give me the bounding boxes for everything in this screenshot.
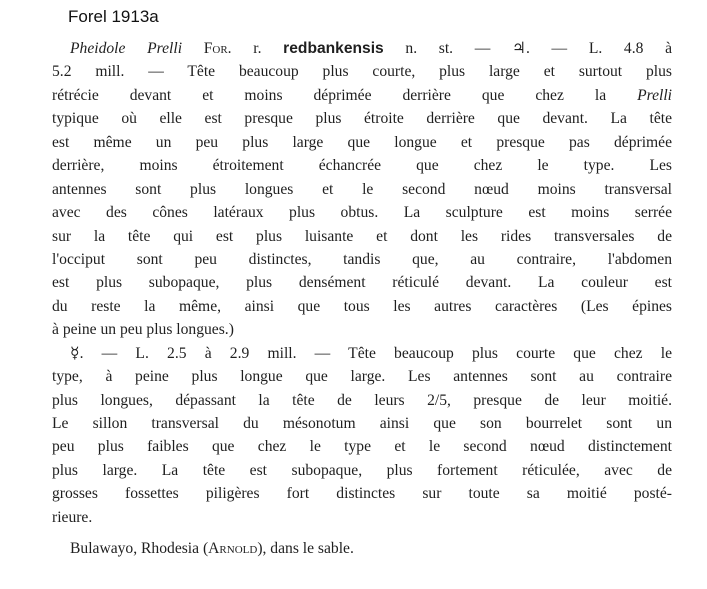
text-span: sur la tête qui est plus luisante et dont les rides transversales de — [52, 227, 672, 245]
locality-line — [52, 537, 672, 560]
text-line — [52, 60, 672, 83]
text-span: type, à peine plus longue que large. Les antennes sont au contraire — [52, 368, 672, 386]
text-line — [52, 131, 672, 154]
text-span: peu plus faibles que chez le type et le second nœud distinctement — [52, 438, 672, 456]
text-span: r. — [231, 40, 284, 57]
text-span: n. st. — ♃. — L. 4.8 à — [383, 40, 673, 57]
text-line — [52, 271, 672, 294]
text-span: grosses fossettes piligères fort distinctes sur toute sa moitié posté- — [52, 485, 672, 503]
text-line — [52, 201, 672, 224]
text-line — [52, 154, 672, 177]
text-span: antennes sont plus longues et le second nœud moins transversal — [52, 180, 672, 198]
text-span: typique où elle est presque plus étroite derrière que devant. La tête — [52, 110, 672, 128]
text-span: ☿. — L. 2.5 à 2.9 mill. — Tête beaucoup plus courte que chez le — [70, 344, 672, 362]
small-caps-text: Arnold — [208, 540, 258, 558]
italic-text: Pheidole Prelli — [70, 40, 204, 57]
text-line — [52, 506, 672, 529]
text-line — [52, 537, 672, 560]
text-line — [52, 365, 672, 388]
text-line — [52, 107, 672, 130]
small-caps-text: For. — [203, 40, 232, 57]
text-span: est même un peu plus large que longue et presque pas déprimée — [52, 133, 672, 151]
text-span: plus large. La tête est subopaque, plus fortement réticulée, avec de — [52, 461, 672, 479]
text-line — [52, 435, 672, 458]
paragraph-gap — [52, 529, 672, 537]
paragraph-worker — [52, 342, 672, 530]
text-span: l'occiput sont peu distinctes, tandis que, au contraire, l'abdomen — [52, 250, 672, 268]
paragraph-redbankensis-major — [52, 37, 672, 342]
text-line — [52, 459, 672, 482]
text-span: ), dans le sable. — [257, 540, 354, 558]
text-line — [52, 37, 672, 60]
text-line — [52, 84, 672, 107]
text-span: avec des cônes latéraux plus obtus. La sculpture est moins serrée — [52, 204, 672, 222]
italic-text: Prelli — [637, 86, 672, 104]
text-line — [52, 225, 672, 248]
text-span: derrière, moins étroitement échancrée que chez le type. Les — [52, 157, 672, 175]
text-line — [52, 389, 672, 412]
text-span: Le sillon transversal du mésonotum ainsi que son bourrelet sont un — [52, 415, 672, 432]
text-line — [52, 318, 672, 341]
text-span: Bulawayo, Rhodesia ( — [70, 540, 209, 558]
text-span: rieure. — [52, 508, 93, 526]
text-span: rétrécie devant et moins déprimée derrière que chez la — [52, 86, 638, 104]
text-span: plus longues, dépassant la tête de leurs 2/5, presque de leur moitié. — [52, 391, 672, 409]
text-line — [52, 295, 672, 318]
text-body — [52, 37, 672, 561]
bold-text: redbankensis — [283, 40, 384, 57]
text-span: du reste la même, ainsi que tous les autres caractères (Les épines — [52, 297, 672, 315]
text-line — [52, 178, 672, 201]
text-span: à peine un peu plus longues.) — [52, 321, 234, 339]
text-line — [52, 482, 672, 505]
text-span: est plus subopaque, plus densément réticulé devant. La couleur est — [52, 274, 672, 292]
page-header-citation: Forel 1913a — [68, 7, 159, 26]
text-line — [52, 412, 672, 435]
text-span: 5.2 mill. — Tête beaucoup plus courte, plus large et surtout plus — [52, 63, 672, 81]
text-line — [52, 342, 672, 365]
text-line — [52, 248, 672, 271]
